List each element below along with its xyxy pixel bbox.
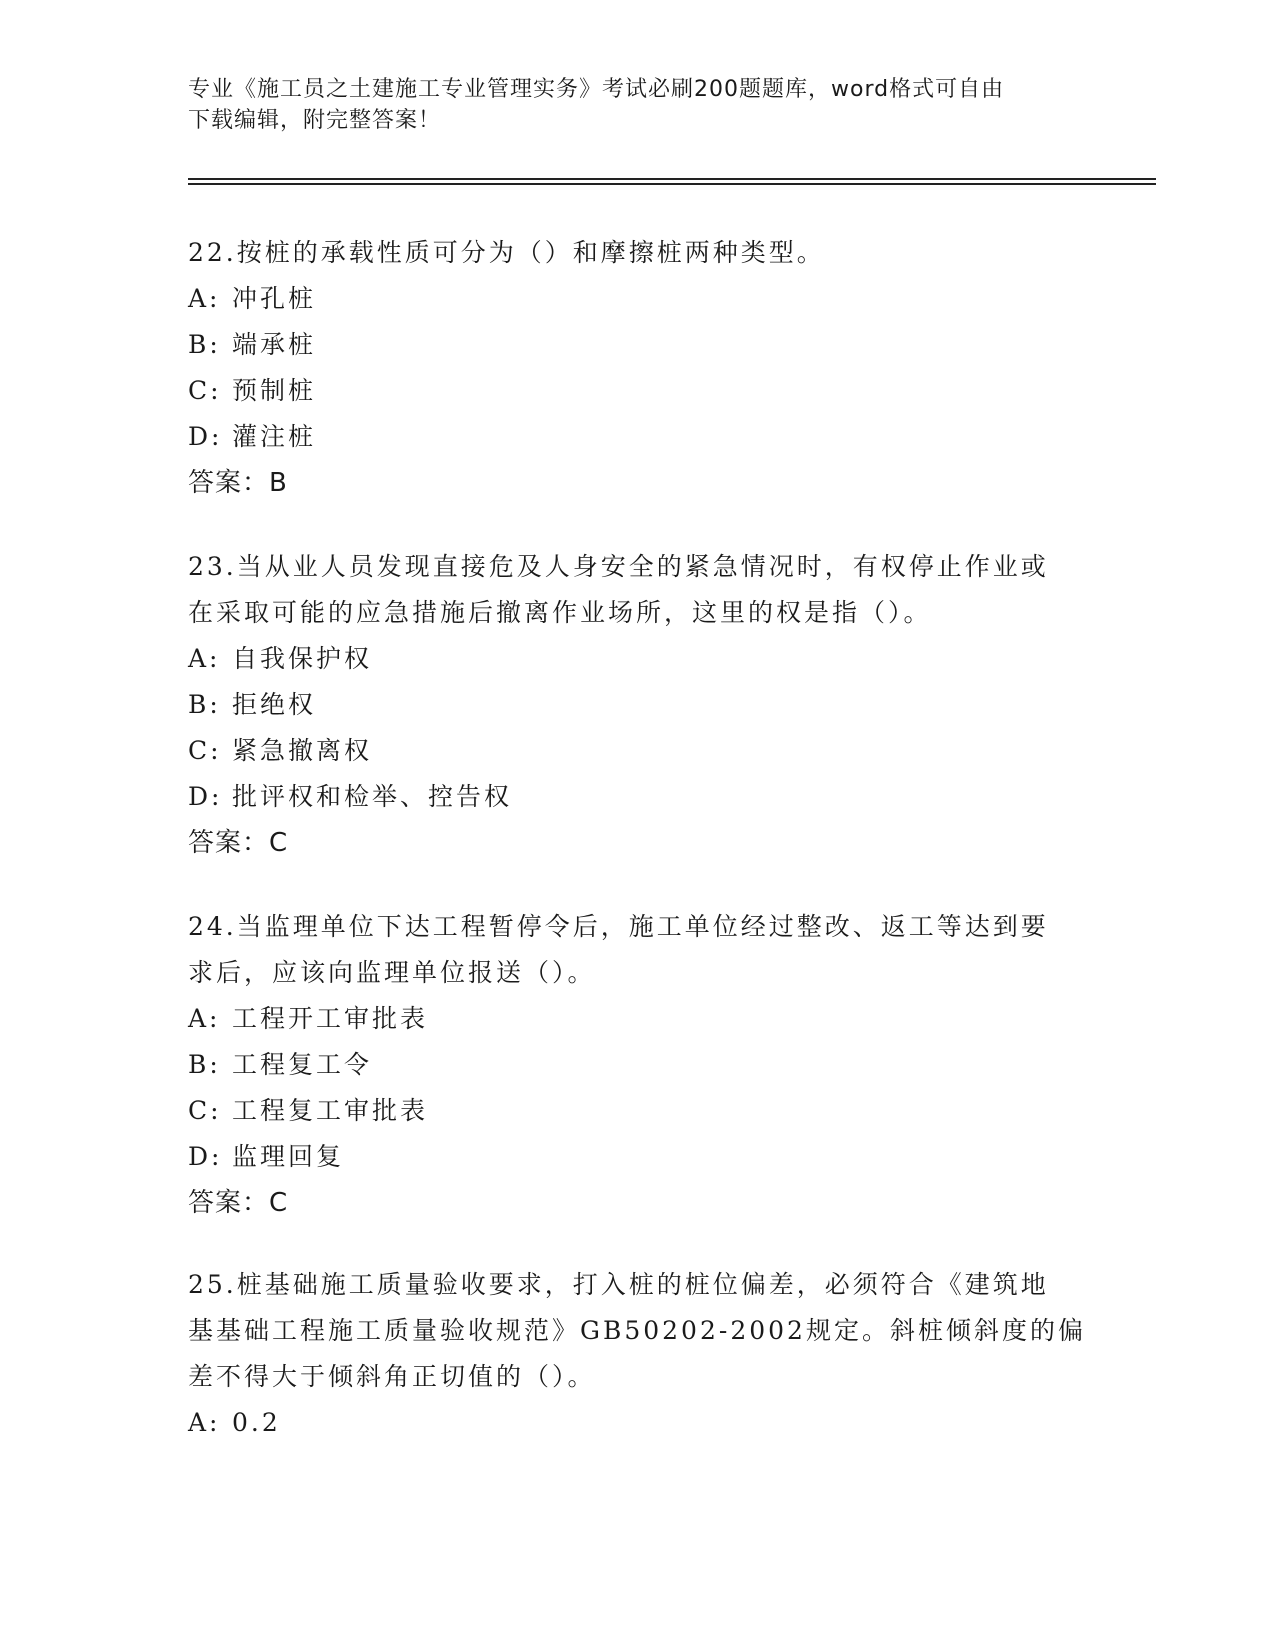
question-stem: 在采取可能的应急措施后撤离作业场所，这里的权是指（）。 [188, 598, 932, 627]
option-key: C: [188, 736, 222, 765]
question-stem: 差不得大于倾斜角正切值的（）。 [188, 1362, 596, 1391]
option-a [188, 1400, 1088, 1446]
option-key: B: [188, 690, 221, 719]
option-text: 工程复工令 [232, 1050, 373, 1079]
option-key: D: [188, 1142, 223, 1171]
question-25 [188, 1262, 1088, 1446]
header-rule-bottom [188, 183, 1156, 185]
option-b [188, 1042, 1088, 1088]
option-b [188, 322, 1088, 368]
option-key: A: [188, 284, 221, 313]
question-22 [188, 230, 1088, 506]
option-c [188, 1088, 1088, 1134]
question-stem: 23.当从业人员发现直接危及人身安全的紧急情况时，有权停止作业或 [188, 552, 1049, 581]
option-key: B: [188, 330, 221, 359]
option-text: 工程复工审批表 [232, 1096, 429, 1125]
header-line-2: 下载编辑，附完整答案！ [188, 108, 442, 133]
question-24 [188, 904, 1088, 1226]
question-stem: 25.桩基础施工质量验收要求，打入桩的桩位偏差，必须符合《建筑地 [188, 1270, 1049, 1299]
option-text: 工程开工审批表 [232, 1004, 429, 1033]
option-c [188, 368, 1088, 414]
option-d [188, 1134, 1088, 1180]
option-text: 批评权和检举、控告权 [232, 782, 513, 811]
answer-line: 答案：C [188, 1188, 289, 1218]
option-key: A: [188, 1004, 221, 1033]
option-a [188, 636, 1088, 682]
option-c [188, 728, 1088, 774]
header-line-1: 专业《施工员之土建施工专业管理实务》考试必刷200题题库，word格式可自由 [188, 77, 1005, 102]
option-text: 冲孔桩 [232, 284, 317, 313]
question-stem: 基基础工程施工质量验收规范》GB50202-2002规定。斜桩倾斜度的偏 [188, 1316, 1086, 1345]
option-key: A: [188, 644, 221, 673]
answer-line: 答案：B [188, 468, 288, 498]
header-rule-top [188, 178, 1156, 180]
option-a [188, 996, 1088, 1042]
question-stem: 求后，应该向监理单位报送（）。 [188, 958, 596, 987]
option-text: 灌注桩 [232, 422, 317, 451]
option-key: C: [188, 376, 222, 405]
option-text: 0.2 [232, 1408, 281, 1437]
option-d [188, 414, 1088, 460]
option-key: B: [188, 1050, 221, 1079]
option-text: 自我保护权 [232, 644, 373, 673]
option-b [188, 682, 1088, 728]
question-stem: 22.按桩的承载性质可分为（）和摩擦桩两种类型。 [188, 238, 825, 267]
option-text: 预制桩 [232, 376, 317, 405]
option-key: C: [188, 1096, 222, 1125]
answer-line: 答案：C [188, 828, 289, 858]
option-key: D: [188, 422, 223, 451]
option-text: 监理回复 [232, 1142, 345, 1171]
document-header [188, 74, 1068, 136]
option-d [188, 774, 1088, 820]
option-key: A: [188, 1408, 221, 1437]
question-23 [188, 544, 1088, 866]
option-text: 拒绝权 [232, 690, 317, 719]
option-a [188, 276, 1088, 322]
option-key: D: [188, 782, 223, 811]
option-text: 紧急撤离权 [232, 736, 373, 765]
question-stem: 24.当监理单位下达工程暂停令后，施工单位经过整改、返工等达到要 [188, 912, 1049, 941]
option-text: 端承桩 [232, 330, 317, 359]
